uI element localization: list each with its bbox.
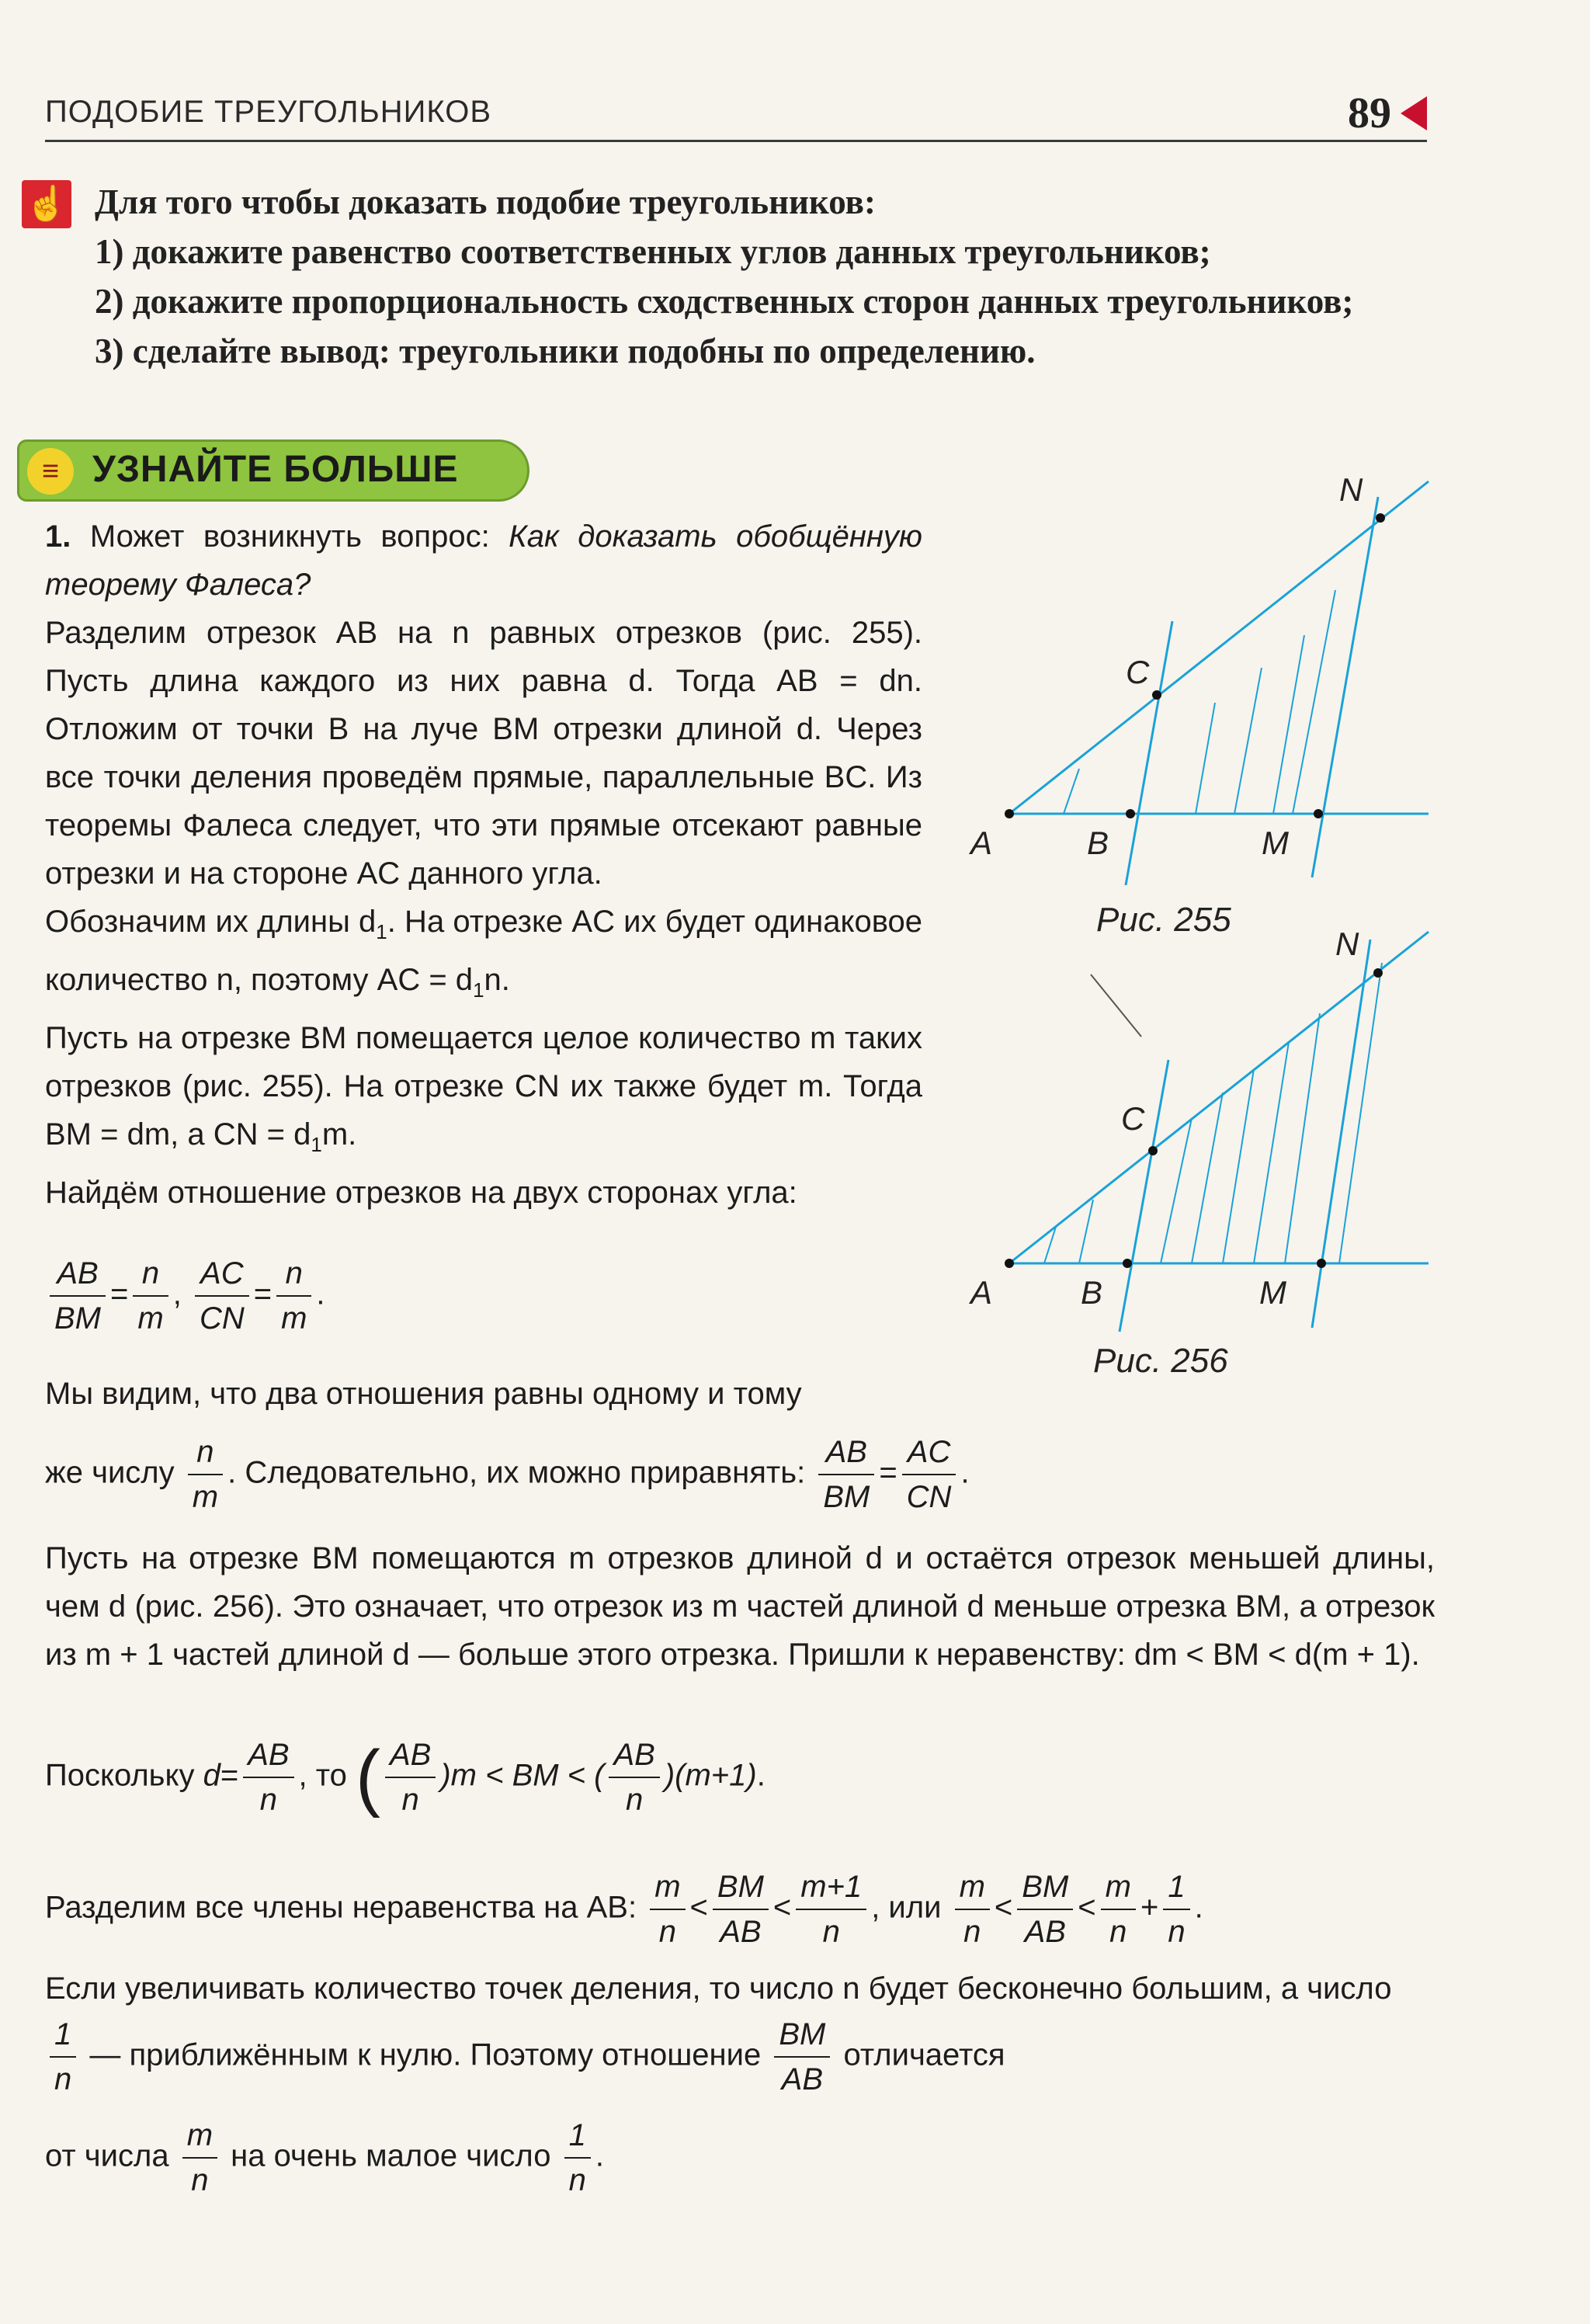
numerator: m+1 bbox=[796, 1871, 866, 1910]
fraction bbox=[955, 1871, 990, 1947]
since-formula: Поскольку d= $\frac{AB}{n}$ , то ( $\frac{AB}{n}$ )m < BM < ( $\frac{AB}{n}$ )(m+1). bbox=[45, 1735, 765, 1819]
fraction bbox=[902, 1436, 956, 1513]
numerator: 1 bbox=[50, 2019, 76, 2058]
page-marker-triangle-icon bbox=[1401, 96, 1427, 130]
denominator: m bbox=[137, 1301, 164, 1336]
parallel-line bbox=[1234, 668, 1262, 814]
denominator: n bbox=[822, 1915, 840, 1949]
page-header bbox=[45, 89, 1427, 142]
denominator: m bbox=[281, 1301, 307, 1336]
line-mn bbox=[1312, 940, 1370, 1328]
paragraph-same bbox=[45, 1370, 922, 1418]
parallel-line bbox=[1285, 1013, 1320, 1263]
denominator: n bbox=[568, 2163, 586, 2197]
numerator: AC bbox=[902, 1436, 956, 1475]
paragraph-bm bbox=[45, 1014, 922, 1169]
label-a: A bbox=[970, 1274, 993, 1311]
question-number: 1. bbox=[45, 519, 71, 554]
page-number: 89 bbox=[1348, 89, 1391, 137]
denominator: BM bbox=[54, 1301, 101, 1336]
text-span: Обозначим их длины d bbox=[45, 905, 377, 939]
label-m: M bbox=[1262, 825, 1289, 861]
period: . bbox=[1194, 1890, 1203, 1925]
parallel-line bbox=[1192, 1093, 1223, 1263]
numerator: BM bbox=[1017, 1871, 1073, 1910]
numerator: m bbox=[955, 1871, 990, 1910]
denominator: n bbox=[963, 1915, 981, 1949]
plus-sign: + bbox=[1140, 1890, 1159, 1925]
numerator: BM bbox=[774, 2019, 830, 2058]
numerator: 1 bbox=[1163, 1871, 1189, 1910]
numerator: BM bbox=[713, 1871, 769, 1910]
paragraph-increase bbox=[45, 1964, 1435, 2013]
books-icon: ≡ bbox=[27, 448, 74, 495]
label-a: A bbox=[970, 825, 993, 861]
denominator: n bbox=[626, 1783, 644, 1817]
text-span: же числу bbox=[45, 1455, 175, 1490]
label-c: C bbox=[1126, 654, 1150, 690]
numerator: AC bbox=[195, 1258, 249, 1297]
small-number-line bbox=[45, 2120, 604, 2196]
label-b: B bbox=[1087, 825, 1109, 861]
denominator: n bbox=[1168, 1915, 1186, 1949]
parallel-line bbox=[1223, 1069, 1254, 1263]
fraction bbox=[276, 1258, 311, 1334]
parallel-line bbox=[1254, 1042, 1289, 1263]
less-than: < bbox=[994, 1890, 1013, 1925]
ratio-tends-line bbox=[45, 2019, 1435, 2095]
point-c bbox=[1152, 690, 1161, 700]
denominator: CN bbox=[906, 1480, 952, 1514]
point-n bbox=[1376, 513, 1385, 523]
numerator: m bbox=[182, 2120, 217, 2159]
paragraph-divide: Разделим отрезок AB на n равных отрезков (рис. 255). Пусть длина каждого из них равна d. Тогда AB = dn. Отложим от точки B на луче BM отрезки длиной d. Через все точки деления проведём прямые, параллельные BC. Из теоремы Фалеса следует, что эти прямые отсекают равные отрезки и на стороне AC данного угла. bbox=[45, 616, 922, 891]
inequality-middle: )m < BM < ( bbox=[440, 1758, 605, 1793]
numerator: AB bbox=[50, 1258, 106, 1297]
point-n bbox=[1373, 968, 1383, 978]
text-span: Разделим все члены неравенства на AB: bbox=[45, 1890, 637, 1925]
paragraph-ratio: Найдём отношение отрезков на двух сторонах угла: bbox=[45, 1176, 797, 1210]
text-span: . Следовательно, их можно приравнять: bbox=[227, 1455, 806, 1490]
less-than: < bbox=[1078, 1890, 1096, 1925]
numerator: AB bbox=[818, 1436, 874, 1475]
same-number-line bbox=[45, 1436, 970, 1513]
paragraph-remainder bbox=[45, 1534, 1435, 1679]
numerator: n bbox=[276, 1258, 311, 1297]
point-m bbox=[1314, 809, 1323, 818]
line-mn bbox=[1312, 497, 1378, 877]
label-b: B bbox=[1081, 1274, 1103, 1311]
denominator: n bbox=[401, 1783, 419, 1817]
point-b bbox=[1123, 1259, 1132, 1268]
denominator: AB bbox=[781, 2062, 824, 2096]
fraction bbox=[774, 2019, 830, 2095]
fraction bbox=[609, 1739, 659, 1815]
parallel-line bbox=[1064, 769, 1079, 814]
fraction bbox=[133, 1258, 168, 1334]
text-span: отличается bbox=[843, 2037, 1005, 2072]
numerator: AB bbox=[243, 1739, 293, 1778]
label-c: C bbox=[1121, 1100, 1145, 1137]
denominator: n bbox=[54, 2062, 72, 2096]
rule-step-2: 2) докажите пропорциональность сходственных сторон данных треугольников; bbox=[95, 282, 1354, 321]
text-span: Пусть на отрезке BM помещается целое количество m таких отрезков (рис. 255). На отрезке CN их также будет m. Тогда BM = dm, а CN = d bbox=[45, 1021, 922, 1152]
period: . bbox=[595, 2138, 604, 2173]
fraction bbox=[50, 1258, 106, 1334]
ray-an bbox=[1009, 932, 1429, 1263]
ray-an bbox=[1009, 481, 1429, 814]
pointing-finger-icon: ☝ bbox=[22, 180, 71, 228]
denominator: BM bbox=[823, 1480, 870, 1514]
equals-sign: = bbox=[220, 1758, 239, 1793]
text-span: от числа bbox=[45, 2138, 169, 2173]
point-c bbox=[1148, 1146, 1158, 1155]
text-span: на очень малое число bbox=[231, 2138, 551, 2173]
figure-255 bbox=[947, 435, 1444, 885]
divide-formula bbox=[45, 1871, 1203, 1947]
text-span: Поскольку bbox=[45, 1758, 195, 1793]
label-n: N bbox=[1339, 471, 1363, 508]
period: . bbox=[960, 1455, 970, 1490]
fraction bbox=[243, 1739, 293, 1815]
caption-256: Рис. 256 bbox=[1093, 1342, 1228, 1380]
text-span: , то bbox=[298, 1758, 347, 1793]
label-m: M bbox=[1259, 1274, 1286, 1311]
parallel-line bbox=[1196, 703, 1215, 814]
fraction bbox=[50, 2019, 76, 2095]
fraction bbox=[1101, 1871, 1136, 1947]
numerator: 1 bbox=[564, 2120, 591, 2159]
less-than: < bbox=[772, 1890, 792, 1925]
rule-step-3: 3) сделайте вывод: треугольники подобны по определению. bbox=[95, 332, 1036, 370]
denominator: n bbox=[191, 2163, 209, 2197]
caption-255: Рис. 255 bbox=[1096, 901, 1231, 939]
text-paragraph: Пусть на отрезке BM помещаются m отрезков длиной d и остаётся отрезок меньшей длины, чем d (рис. 256). Это означает, что отрезок из m частей длиной d меньше отрезка BM, а отрезок из m + 1 частей длиной d — больше этого отрезка. Пришли к неравенству: dm < BM < d(m + 1). bbox=[45, 1541, 1435, 1672]
paragraph-lengths bbox=[45, 898, 922, 1014]
fraction bbox=[564, 2120, 591, 2196]
subscript: 1 bbox=[473, 978, 484, 1002]
left-column bbox=[45, 512, 922, 1217]
question-paragraph bbox=[45, 512, 922, 609]
equals-sign: = bbox=[879, 1455, 897, 1490]
fraction bbox=[195, 1258, 249, 1334]
denominator: n bbox=[259, 1783, 277, 1817]
less-than: < bbox=[689, 1890, 708, 1925]
fraction bbox=[650, 1871, 685, 1947]
figure-256 bbox=[947, 920, 1444, 1339]
question-text: Как доказать обобщённую теорему Фалеса? bbox=[45, 519, 922, 602]
numerator: AB bbox=[385, 1739, 436, 1778]
equals-sign: = bbox=[110, 1277, 129, 1311]
ratio-formula bbox=[45, 1258, 325, 1334]
parallel-line bbox=[1273, 635, 1304, 814]
text-span: , или bbox=[871, 1890, 942, 1925]
label-n: N bbox=[1335, 926, 1359, 962]
fraction bbox=[796, 1871, 866, 1947]
period: . bbox=[756, 1758, 765, 1793]
fraction bbox=[182, 2120, 217, 2196]
fraction bbox=[188, 1436, 223, 1513]
text-span: . На отрезке AC их будет одинаковое количество n, поэтому AC = d bbox=[45, 905, 922, 997]
fraction bbox=[713, 1871, 769, 1947]
rule-block bbox=[45, 177, 1435, 376]
denominator: AB bbox=[720, 1915, 762, 1949]
numerator: n bbox=[133, 1258, 168, 1297]
text-line: Мы видим, что два отношения равны одному и тому bbox=[45, 1377, 802, 1411]
numerator: m bbox=[650, 1871, 685, 1910]
rule-intro: Для того чтобы доказать подобие треугольников: bbox=[95, 182, 876, 221]
denominator: n bbox=[1109, 1915, 1127, 1949]
subscript: 1 bbox=[376, 920, 387, 943]
text-span: — приближённым к нулю. Поэтому отношение bbox=[89, 2037, 762, 2072]
fraction bbox=[385, 1739, 436, 1815]
banner-label: УЗНАЙТЕ БОЛЬШЕ bbox=[92, 449, 459, 490]
learn-more-banner bbox=[17, 439, 529, 502]
parallel-line bbox=[1079, 1200, 1093, 1263]
denominator: m bbox=[192, 1480, 219, 1514]
question-lead: Может возникнуть вопрос: bbox=[89, 519, 490, 554]
subscript: 1 bbox=[311, 1133, 322, 1156]
denominator: CN bbox=[199, 1301, 245, 1336]
fraction bbox=[818, 1436, 874, 1513]
point-b bbox=[1126, 809, 1135, 818]
numerator: AB bbox=[609, 1739, 659, 1778]
text-span: n. bbox=[484, 963, 510, 997]
fraction bbox=[1017, 1871, 1073, 1947]
fraction bbox=[1163, 1871, 1189, 1947]
numerator: m bbox=[1101, 1871, 1136, 1910]
denominator: n bbox=[658, 1915, 676, 1949]
point-m bbox=[1317, 1259, 1326, 1268]
rule-step-1: 1) докажите равенство соответственных углов данных треугольников; bbox=[95, 232, 1211, 271]
pointer-line bbox=[1091, 974, 1141, 1037]
equals-sign: = bbox=[253, 1277, 273, 1311]
point-a bbox=[1005, 1259, 1014, 1268]
point-a bbox=[1005, 809, 1014, 818]
text-span: m. bbox=[321, 1117, 357, 1152]
text-line: Если увеличивать количество точек деления, то число n будет бесконечно большим, а число bbox=[45, 1971, 1392, 2006]
denominator: AB bbox=[1024, 1915, 1066, 1949]
comma: , bbox=[172, 1277, 182, 1311]
numerator: n bbox=[188, 1436, 223, 1475]
inequality-end: )(m+1) bbox=[664, 1758, 757, 1793]
running-title: ПОДОБИЕ ТРЕУГОЛЬНИКОВ bbox=[45, 95, 492, 129]
variable-d: d bbox=[203, 1758, 220, 1793]
period: . bbox=[316, 1277, 325, 1311]
